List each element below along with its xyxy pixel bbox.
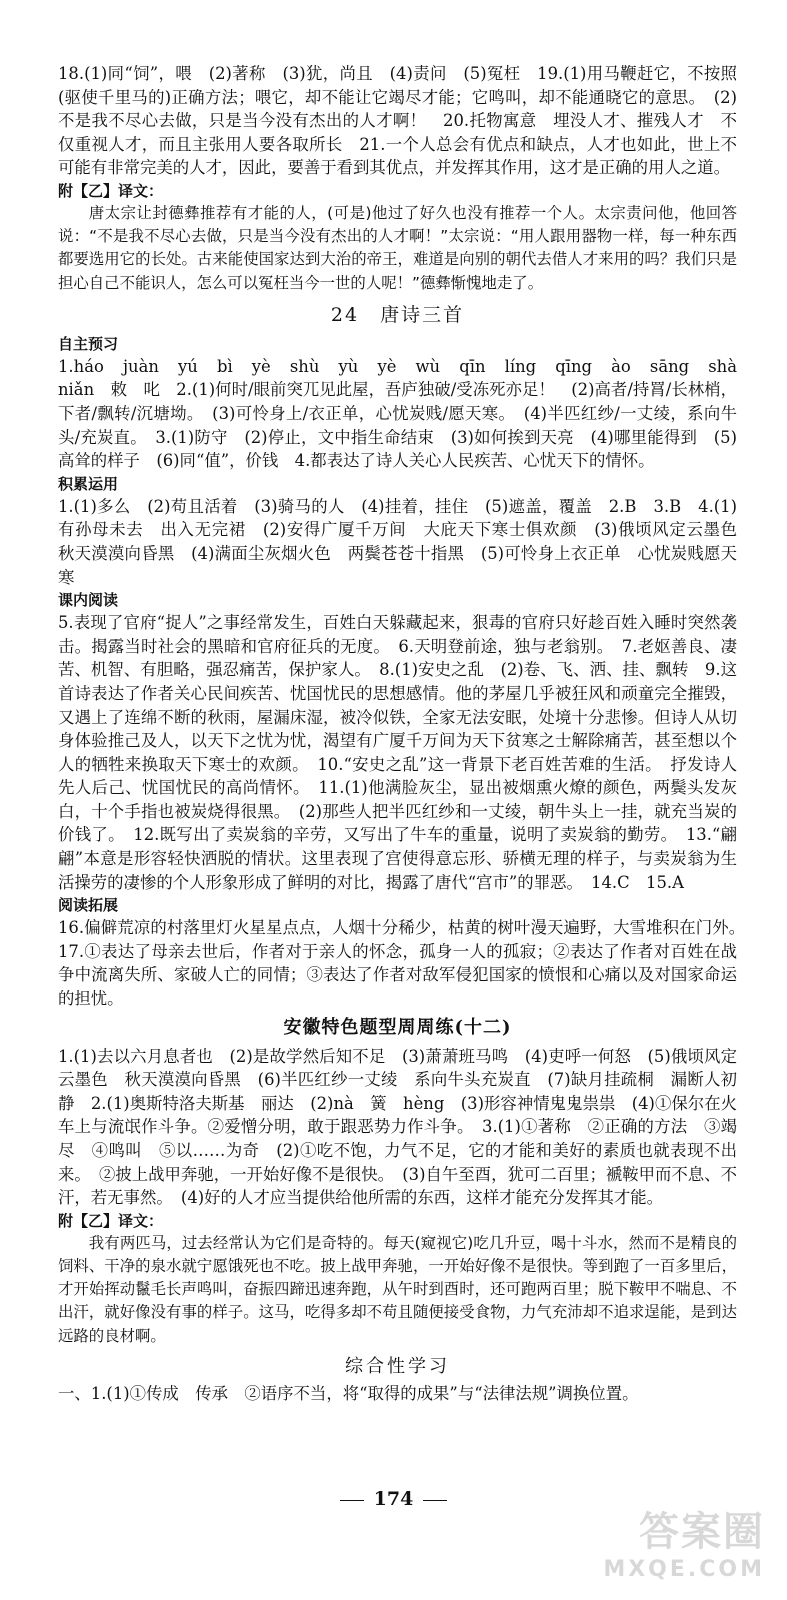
- section-label-in-class-reading: 课内阅读: [58, 591, 119, 610]
- answer-block-in-class-reading: 5.表现了官府“捉人”之事经常发生，百姓白天躲藏起来，狠毒的官府只好趁百姓入睡时突然袭击。揭露当时社会的黑暗和官府征兵的无度。 6.天明登前途，独与老翁别。 7.老妪善良、凄苦、机智、有胆略，强忍痛苦，保护家人。 8.(1)安史之乱 (2)卷、飞、洒、挂、飘转 9.这首诗表达了作者关心民间疾苦、忧国忧民的思想感情。他的茅屋几乎被狂风和顽童完全摧毁，又遇上了连绵不断的秋雨，屋漏床湿，被冷似铁，全家无法安眠，处境十分悲惨。但诗人从切身体验推己及人，以天下之忧为忧，渴望有广厦千万间为天下贫寒之士解除痛苦，甚至想以个人的牺牲来换取天下寒士的欢颜。 10.“安史之乱”这一背景下老百姓苦难的生活。 抒发诗人先人后己、忧国忧民的高尚情怀。 11.(1)他满脸灰尘，显出被烟熏火燎的颜色，两鬓头发灰白，十个手指也被炭烧得很黑。 (2)那些人把半匹红纱和一丈绫，朝牛头上一挂，就充当炭的价钱了。 12.既写出了卖炭翁的辛劳，又写出了牛车的重量，说明了卖炭翁的勤劳。 13.“翩翩”本意是形容轻快洒脱的情状。这里表现了宫使得意忘形、骄横无理的样子，与卖炭翁为生活操劳的凄惨的个人形象形成了鲜明的对比，揭露了唐代“宫市”的罪恶。 14.C 15.A: [58, 613, 737, 892]
- page-body: [58, 62, 754, 1405]
- translation-paragraph-1: 唐太宗让封德彝推荐有才能的人，(可是)他过了好久也没有推荐一个人。太宗责问他，他回答说：“不是我不尽心去做，只是当今没有杰出的人才啊！”太宗说：“用人跟用器物一样，每一种东西都要选用它的长处。古来能使国家达到大治的帝王，难道是向别的朝代去借人才来用的吗？我们只是担心自己不能识人，怎么可以冤枉当今一世的人呢！”德彝惭愧地走了。: [58, 203, 737, 292]
- watermark-logo: [575, 1500, 765, 1580]
- section-label-extended-reading: 阅读拓展: [58, 896, 119, 915]
- page-number-dash-left: [340, 1500, 364, 1501]
- weekly-practice-title: 安徽特色题型周周练(十二): [283, 1016, 512, 1038]
- answer-block-extended-reading: 16.偏僻荒凉的村落里灯火星星点点，人烟十分稀少，枯黄的树叶漫天遍野，大雪堆积在门外。 17.①表达了母亲去世后，作者对于亲人的怀念，孤身一人的孤寂；②表达了作者对百姓在战争中流离失所、家破人亡的同情；③表达了作者对敌军侵犯国家的愤恨和心痛以及对国家命运的担忧。: [58, 918, 754, 1009]
- watermark-logo-url: MXQE.COM: [603, 1557, 765, 1582]
- page-number-dash-right: [423, 1500, 447, 1501]
- section-label-preview: 自主预习: [58, 334, 119, 353]
- translation-heading-1: 附【乙】译文：: [58, 181, 164, 200]
- answer-block-preview: 1.háo juàn yú bì yè shù yù yè wù qīn líng qīng ào sāng shà niǎn 敕 叱 2.(1)何时/眼前突兀见此屋，吾庐独破/受冻死亦足！ (2)高者/持罥/长林梢，下者/飘转/沉塘坳。 (3)可怜身上/衣正单，心忧炭贱/愿天寒。 (4)半匹红纱/一丈绫，系向牛头/充炭直。 3.(1)防守 (2)停止，文中指生命结束 (3)如何挨到天亮 (4)哪里能得到 (5)高耸的样子 (6)同“值”，价钱 4.都表达了诗人关心人民疾苦、心忧天下的情怀。: [58, 356, 754, 471]
- answer-block-18-21: 18.(1)同“饲”，喂 (2)著称 (3)犹，尚且 (4)责问 (5)冤枉 19.(1)用马鞭赶它，不按照(驱使千里马的)正确方法；喂它，却不能让它竭尽才能；它鸣叫，却不能通晓它的意思。 (2)不是我不尽心去做，只是当今没有杰出的人才啊！ 20.托物寓意 埋没人才、摧残人才 不仅重视人才，而且主张用人要各取所长 21.一个人总会有优点和缺点，人才也如此，世上不可能有非常完美的人才，因此，要善于看到其优点，并发挥其作用，这才是正确的用人之道。: [58, 64, 737, 178]
- answer-block-accumulate: 1.(1)多么 (2)苟且活着 (3)骑马的人 (4)挂着，挂住 (5)遮盖，覆盖 2.B 3.B 4.(1)有孙母未去 出入无完裙 (2)安得广厦千万间 大庇天下寒士俱欢颜 (3)俄顷风定云墨色 秋天漠漠向昏黑 (4)满面尘灰烟火色 两鬓苍苍十指黑 (5)可怜身上衣正单 心忧炭贱愿天寒: [58, 496, 754, 587]
- translation-paragraph-2: 我有两匹马，过去经常认为它们是奇特的。每天(窥视它)吃几升豆，喝十斗水，然而不是精良的饲料、干净的泉水就宁愿饿死也不吃。披上战甲奔驰，一开始好像不是很快。等到跑了一百多里后，才开始挥动鬣毛长声鸣叫，奋振四蹄迅速奔跑，从午时到酉时，还可跑两百里；脱下鞍甲不喘息、不出汗，就好像没有事的样子。这马，吃得多却不苟且随便接受食物，力气充沛却不追求逞能，是到达远路的良材啊。: [58, 1233, 737, 1345]
- answer-block-composite: 一、1.(1)①传成 传承 ②语序不当，将“取得的成果”与“法律法规”调换位置。: [58, 1383, 639, 1403]
- section-label-accumulate: 积累运用: [58, 474, 119, 493]
- translation-heading-2: 附【乙】译文：: [58, 1211, 164, 1230]
- answer-block-weekly: 1.(1)去以六月息者也 (2)是故学然后知不足 (3)萧萧班马鸣 (4)吏呼一何怒 (5)俄顷风定云墨色 秋天漠漠向昏黑 (6)半匹红纱一丈绫 系向牛头充炭直 (7)缺月挂疏桐 漏断人初静 2.(1)奥斯特洛夫斯基 丽达 (2)nà 簧 hèng (3)形容神情鬼鬼祟祟 (4)①保尔在火车上与流氓作斗争。②爱憎分明，敢于跟恶势力作斗争。 3.(1)①著称 ②正确的方法 ③竭尽 ④鸣叫 ⑤以……为奇 (2)①吃不饱，力气不足，它的才能和美好的素质也就表现不出来。 ②披上战甲奔驰，一开始好像不是很快。 (3)自午至酉，犹可二百里；褫鞍甲而不息、不汗，若无事然。 (4)好的人才应当提供给他所需的东西，这样才能充分发挥其才能。: [58, 1046, 737, 1208]
- lesson-title: 24 唐诗三首: [330, 303, 465, 326]
- composite-learning-title: 综合性学习: [345, 1355, 450, 1377]
- page-number-value: 174: [373, 1488, 414, 1510]
- watermark-logo-text: 答案圈: [639, 1509, 765, 1555]
